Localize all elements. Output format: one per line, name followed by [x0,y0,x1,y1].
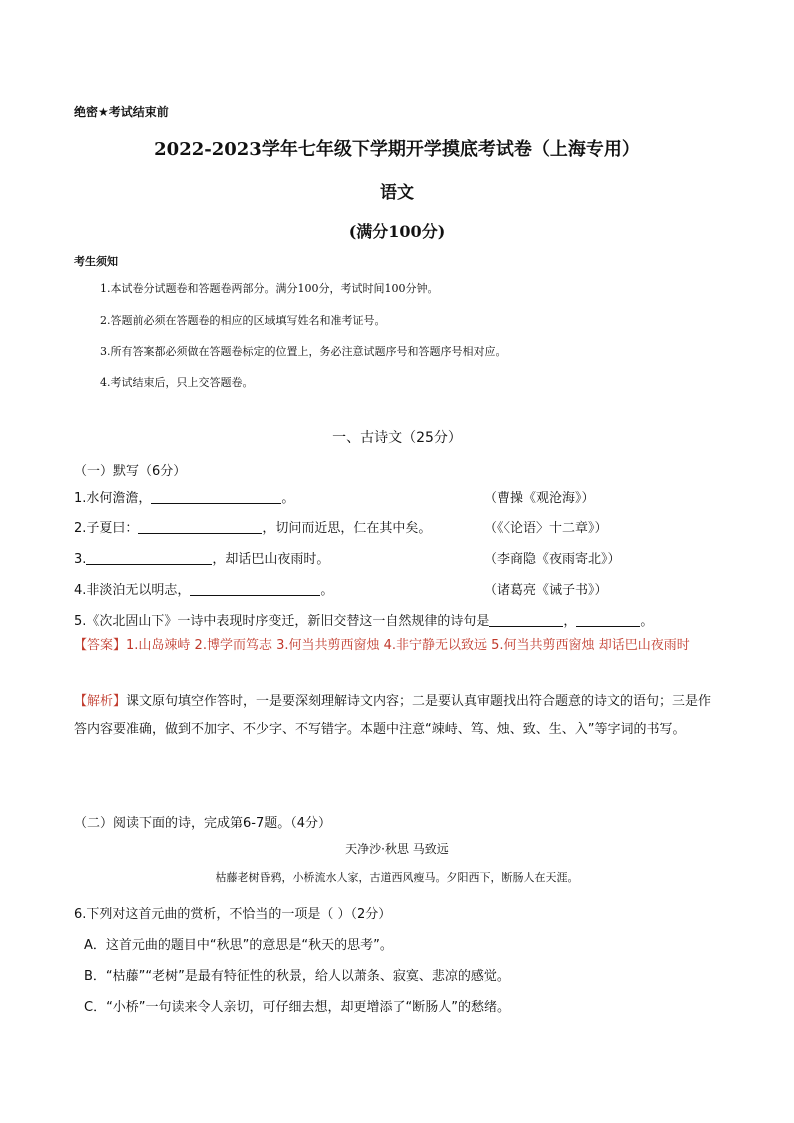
answer-label: 【答案】 [74,638,127,653]
notice-item: 1.本试卷分试题卷和答题卷两部分。满分100分，考试时间100分钟。 [100,282,439,295]
question-text: ，却话巴山夜雨时。 [212,552,330,567]
full-score: (满分100分) [348,222,446,241]
question-1 [74,487,294,506]
question-source: （曹操《观沧海》） [484,491,595,506]
question-4 [74,579,333,598]
question-text: ，切问而近思，仁在其中矣。 [262,521,432,536]
answer-blank [489,612,563,627]
option-c: C．“小桥”一句读来令人亲切，可仔细去想，却更增添了“断肠人”的愁绪。 [84,1000,511,1015]
question-text: 。 [320,583,334,598]
question-text: 3. [74,552,87,567]
question-text: 。 [640,614,654,629]
answer-blank [138,519,262,534]
question-3 [74,548,329,567]
part-heading: （一）默写（6分） [74,464,187,479]
question-text: 4.非淡泊无以明志， [74,583,191,598]
question-text: 2.子夏曰： [74,521,139,536]
part-heading: （二）阅读下面的诗，完成第6-7题。（4分） [74,816,332,831]
answer-blank [576,612,640,627]
question-source: （李商隐《夜雨寄北》） [484,552,621,567]
analysis-block [74,688,722,744]
question-6: 6.下列对这首元曲的赏析，不恰当的一项是（ ）（2分） [74,907,392,922]
answer-blank [86,550,212,565]
notice-item: 4.考试结束后，只上交答题卷。 [100,376,254,389]
notice-item: 3.所有答案都必须做在答题卷标定的位置上，务必注意试题序号和答题序号相对应。 [100,345,507,358]
question-text: 1.水何澹澹， [74,491,152,506]
subject-title: 语文 [380,183,414,203]
question-text: ， [563,614,577,629]
option-a: A．这首元曲的题目中“秋思”的意思是“秋天的思考”。 [84,938,393,953]
answer-text: 1.山岛竦峙 2.博学而笃志 3.何当共剪西窗烛 4.非宁静无以致远 5.何当共剪西窗烛 却话巴山夜雨时 [126,638,690,653]
question-5 [74,610,653,629]
poem-title: 天净沙·秋思 马致远 [345,842,449,856]
question-source: （诸葛亮《诫子书》） [484,583,608,598]
exam-title: 2022-2023学年七年级下学期开学摸底考试卷（上海专用） [154,139,640,160]
section-title: 一、古诗文（25分） [332,430,462,446]
question-source: （《〈论语〉十二章》） [484,521,608,536]
question-text: 。 [281,491,295,506]
answer-blank [190,581,320,596]
question-2 [74,517,431,536]
notice-item: 2.答题前必须在答题卷的相应的区域填写姓名和准考证号。 [100,314,386,327]
answer-block [74,632,722,660]
option-b: B．“枯藤”“老树”是最有特征性的秋景，给人以萧条、寂寞、悲凉的感觉。 [84,969,510,984]
question-text: 5.《次北固山下》一诗中表现时序变迁，新旧交替这一自然规律的诗句是 [74,614,490,629]
answer-blank [151,489,281,504]
confidential-mark: 绝密★考试结束前 [74,105,169,119]
notice-title: 考生须知 [74,255,118,268]
analysis-label: 【解析】 [74,694,127,709]
poem-text: 枯藤老树昏鸦，小桥流水人家，古道西风瘦马。夕阳西下，断肠人在天涯。 [215,871,579,884]
analysis-text: 课文原句填空作答时，一是要深刻理解诗文内容；二是要认真审题找出符合题意的诗文的语句；三是作答内容要准确，做到不加字、不少字、不写错字。本题中注意“竦峙、笃、烛、致、生、入”等字词的书写。 [74,694,712,737]
